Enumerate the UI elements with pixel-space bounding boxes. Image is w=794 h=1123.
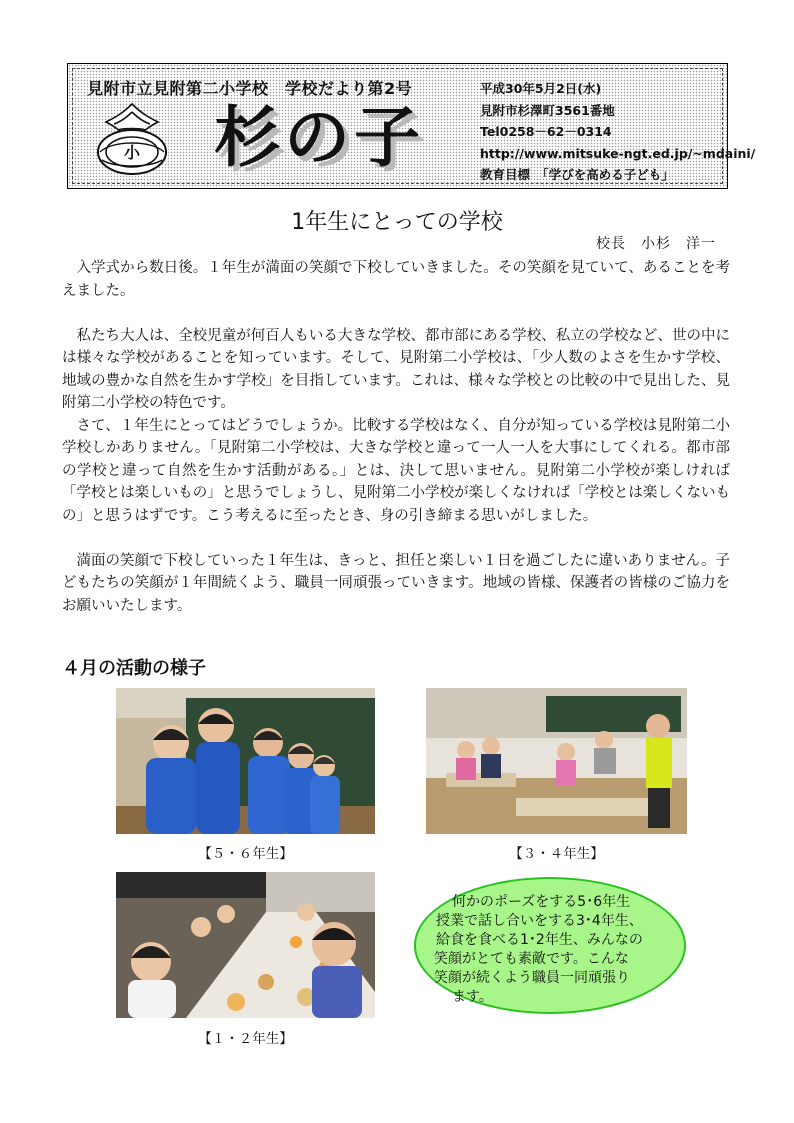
paragraph: 入学式から数日後。１年生が満面の笑顔で下校していきました。その笑顔を見ていて、あることを考えました。 bbox=[62, 260, 730, 299]
paragraph: 私たち大人は、全校児童が何百人もいる大きな学校、都市部にある学校、私立の学校など、世の中には様々な学校があることを知っています。そして、見附第二小学校は、「少人数のよさを生かす学校、地域の豊かな自然を生かす学校」を目指しています。これは、様々な学校との比較の中で見出した、見附第二小学校の特色です。 bbox=[62, 327, 730, 411]
bubble-line: 授業で話し合いをする3･4年生、 bbox=[436, 913, 643, 929]
photo-grade-1-2 bbox=[116, 872, 375, 1018]
paragraph: さて、１年生にとってはどうでしょうか。比較する学校はなく、自分が知っている学校は見附第二小学校しかありません。「見附第二小学校は、大きな学校と違って一人一人を大事にしてくれる。都市部の学校と違って自然を生かす活動がある。」とは、決して思いません。見附第二小学校が楽しければ「学校とは楽しいもの」と思うでしょうし、見附第二小学校が楽しくなければ「学校とは楽しくないもの」と思うはずです。こう考えるに至ったとき、身の引き締まる思いがしました。 bbox=[62, 417, 730, 524]
bubble-line: 笑顔が続くよう職員一同頑張り bbox=[434, 970, 630, 986]
paragraph-gap bbox=[62, 302, 730, 325]
emblem-char: 小 bbox=[123, 143, 141, 162]
school-tel: Tel0258－62－0314 bbox=[480, 124, 612, 139]
paragraph: 満面の笑顔で下校していった１年生は、きっと、担任と楽しい１日を過ごしたに違いありません。子どもたちの笑顔が１年間続くよう、職員一同頑張っていきます。地域の皆様、保護者の皆様のご協力をお願いいたします。 bbox=[62, 552, 730, 614]
school-url[interactable]: http://www.mitsuke-ngt.ed.jp/~mdaini/ bbox=[480, 145, 756, 161]
photo-grade-3-4 bbox=[426, 688, 687, 834]
article-title: 1年生にとっての学校 bbox=[291, 210, 503, 235]
comment-bubble-text bbox=[432, 893, 678, 1007]
school-address: 見附市杉澤町3561番地 bbox=[480, 102, 615, 118]
photo-grade-5-6 bbox=[116, 688, 375, 834]
bubble-line: ます。 bbox=[452, 989, 493, 1005]
school-emblem-icon bbox=[92, 100, 172, 180]
caption-grade-1-2: 【１・２年生】 bbox=[198, 1031, 293, 1047]
bubble-line: 何かのポーズをする5･6年生 bbox=[452, 894, 631, 910]
bubble-line: 給食を食べる1･2年生、みんなの bbox=[436, 932, 643, 948]
issue-date: 平成30年5月2日(水) bbox=[480, 81, 602, 96]
article-byline: 校長 小杉 洋一 bbox=[596, 236, 716, 252]
bubble-line: 笑顔がとても素敵です。こんな bbox=[434, 951, 629, 967]
header-info bbox=[480, 78, 755, 186]
article-body bbox=[62, 257, 730, 617]
caption-grade-5-6: 【５・６年生】 bbox=[198, 846, 293, 862]
education-goal: 教育目標 「学びを高める子ども」 bbox=[480, 167, 674, 182]
paragraph-gap bbox=[62, 527, 730, 550]
caption-grade-3-4: 【３・４年生】 bbox=[509, 846, 604, 862]
newsletter-title: 杉の子 bbox=[214, 99, 424, 176]
school-line: 見附市立見附第二小学校 学校だより第2号 bbox=[87, 79, 413, 98]
section-heading: ４月の活動の様子 bbox=[62, 658, 206, 679]
